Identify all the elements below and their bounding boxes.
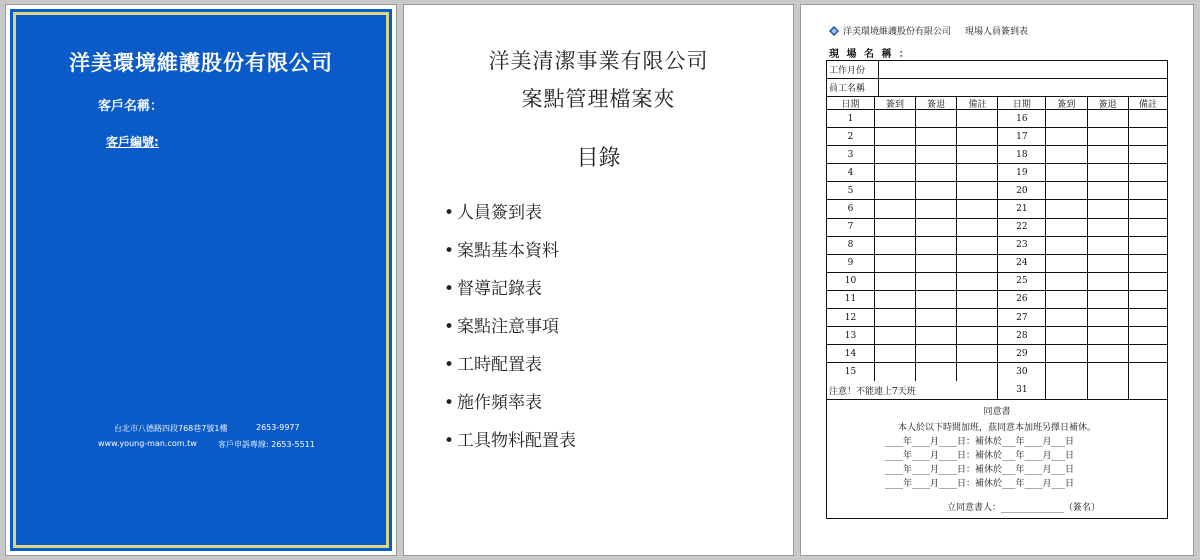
day-cell: 31: [998, 381, 1046, 399]
cover-address: 台北市八德路四段768巷7號1樓: [114, 424, 228, 433]
day-cell: 1: [827, 110, 875, 127]
day-cell: 11: [827, 291, 875, 308]
staff-name-row: [827, 79, 1167, 97]
toc-item: • 人員簽到表: [444, 201, 576, 239]
company-logo-icon: [829, 26, 839, 36]
signout-cell[interactable]: [1088, 219, 1129, 236]
day-cell: 5: [827, 182, 875, 199]
day-cell: 30: [998, 363, 1046, 381]
day-cell: 9: [827, 255, 875, 272]
signin-cell[interactable]: [875, 309, 916, 326]
signout-cell[interactable]: [1088, 182, 1129, 199]
index-company: 洋美清潔事業有限公司: [488, 49, 709, 73]
signout-cell[interactable]: [916, 146, 957, 163]
signin-cell[interactable]: [1046, 273, 1087, 290]
remark-cell[interactable]: [1129, 273, 1167, 290]
day-cell: 13: [827, 327, 875, 344]
signin-cell[interactable]: [1046, 255, 1087, 272]
day-row: [827, 164, 1167, 182]
remark-cell[interactable]: [957, 363, 998, 381]
consent-body: 本人於以下時間加班，茲同意本加班另擇日補休。: [897, 423, 1096, 434]
day-cell: 10: [827, 273, 875, 290]
signout-cell[interactable]: [916, 363, 957, 381]
day-row: [827, 255, 1167, 273]
signout-cell[interactable]: [1088, 291, 1129, 308]
remark-cell[interactable]: [957, 110, 998, 127]
toc-list: [444, 201, 576, 467]
remark-cell[interactable]: [1129, 291, 1167, 308]
consent-title: 同意書: [983, 407, 1011, 418]
attendance-table: [826, 60, 1168, 519]
signin-cell[interactable]: [875, 146, 916, 163]
staff-name-label: 員工名稱: [827, 79, 879, 96]
signin-cell[interactable]: [1046, 363, 1087, 381]
signout-cell[interactable]: [916, 291, 957, 308]
signout-cell[interactable]: [916, 110, 957, 127]
remark-cell[interactable]: [1129, 255, 1167, 272]
cover-frame: [13, 12, 389, 548]
index-subtitle: 案點管理檔案夾: [521, 87, 676, 111]
signout-cell[interactable]: [1088, 110, 1129, 127]
col-header-signout: 簽退: [916, 97, 957, 109]
signin-cell[interactable]: [875, 291, 916, 308]
signout-cell[interactable]: [916, 273, 957, 290]
day-cell: 26: [998, 291, 1046, 308]
signin-cell[interactable]: [1046, 327, 1087, 344]
consent-line: ____年____月____日：補休於___年____月___日: [885, 437, 1075, 448]
day-cell: 28: [998, 327, 1046, 344]
consent-line: ____年____月____日：補休於___年____月___日: [885, 479, 1075, 490]
signin-cell[interactable]: [1046, 381, 1087, 399]
signin-cell[interactable]: [1046, 237, 1087, 254]
col-header-remark: 備註: [1138, 99, 1157, 109]
signin-cell[interactable]: [875, 110, 916, 127]
col-header-signin: 簽到: [875, 97, 916, 109]
day-cell: 6: [827, 200, 875, 217]
remark-cell[interactable]: [957, 182, 998, 199]
signout-cell[interactable]: [1088, 309, 1129, 326]
attendance-sheet-page: [800, 4, 1194, 556]
day-cell: 3: [827, 146, 875, 163]
remark-cell[interactable]: [1129, 164, 1167, 181]
day-cell: 23: [998, 237, 1046, 254]
signin-cell[interactable]: [875, 363, 916, 381]
cover-complaint-line: 客戶申訴專線: 2653-5511: [218, 440, 315, 449]
remark-cell[interactable]: [1129, 363, 1167, 381]
signin-cell[interactable]: [1046, 128, 1087, 145]
day-row: [827, 291, 1167, 309]
toc-item: • 督導記錄表: [444, 277, 576, 315]
day-cell: 14: [827, 345, 875, 362]
remark-cell[interactable]: [1129, 182, 1167, 199]
day-cell: 12: [827, 309, 875, 326]
cover-phone: 2653-9977: [256, 423, 300, 432]
day-row: [827, 200, 1167, 218]
day-row: [827, 146, 1167, 164]
signin-cell[interactable]: [875, 164, 916, 181]
day-row: [827, 327, 1167, 345]
signout-cell[interactable]: [1088, 327, 1129, 344]
remark-cell[interactable]: [957, 255, 998, 272]
signin-cell[interactable]: [875, 273, 916, 290]
day-cell: 19: [998, 164, 1046, 181]
day-cell: 15: [827, 363, 875, 381]
day-cell: 7: [827, 219, 875, 236]
day-cell: 18: [998, 146, 1046, 163]
sheet-form-title: 現場人員簽到表: [965, 27, 1029, 37]
signout-cell[interactable]: [916, 345, 957, 362]
signin-cell[interactable]: [875, 327, 916, 344]
day-row: [827, 110, 1167, 128]
day-row: [827, 345, 1167, 363]
remark-cell[interactable]: [1129, 219, 1167, 236]
day-cell: 22: [998, 219, 1046, 236]
signout-cell[interactable]: [916, 255, 957, 272]
signin-cell[interactable]: [875, 128, 916, 145]
remark-cell[interactable]: [957, 327, 998, 344]
day-row: [827, 273, 1167, 291]
day-cell: 2: [827, 128, 875, 145]
col-header-date: 日期: [827, 97, 875, 109]
signout-cell[interactable]: [1088, 146, 1129, 163]
consent-signature: 立同意書人：______________（簽名）: [947, 503, 1101, 514]
cover-page: [5, 4, 397, 556]
toc-item: • 工時配置表: [444, 353, 576, 391]
signout-cell[interactable]: [1088, 237, 1129, 254]
cover-website: www.young-man.com.tw: [98, 439, 197, 448]
remark-cell[interactable]: [1129, 345, 1167, 362]
signin-cell[interactable]: [1046, 182, 1087, 199]
signin-cell[interactable]: [875, 219, 916, 236]
toc-item: • 施作頻率表: [444, 391, 576, 429]
remark-cell[interactable]: [1129, 110, 1167, 127]
consent-line: ____年____月____日：補休於___年____月___日: [885, 451, 1075, 462]
col-header-date: 日期: [998, 97, 1046, 109]
day-row: [827, 128, 1167, 146]
signout-cell[interactable]: [1088, 255, 1129, 272]
toc-item: • 工具物料配置表: [444, 429, 576, 467]
signout-cell[interactable]: [1088, 363, 1129, 381]
day-row: [827, 237, 1167, 255]
remark-cell[interactable]: [957, 200, 998, 217]
day-cell: 20: [998, 182, 1046, 199]
signin-cell[interactable]: [875, 237, 916, 254]
client-number-label: 客戶編號:: [106, 135, 159, 149]
day-cell: 24: [998, 255, 1046, 272]
day-cell: 25: [998, 273, 1046, 290]
signout-cell[interactable]: [916, 200, 957, 217]
signout-cell[interactable]: [1088, 381, 1129, 399]
note-row: [827, 381, 1167, 400]
staff-name-field[interactable]: [879, 79, 1167, 96]
signout-cell[interactable]: [916, 327, 957, 344]
day-cell: 16: [998, 110, 1046, 127]
remark-cell[interactable]: [1129, 146, 1167, 163]
remark-cell[interactable]: [957, 273, 998, 290]
work-month-row: [827, 61, 1167, 79]
remark-cell[interactable]: [1129, 327, 1167, 344]
remark-cell[interactable]: [957, 291, 998, 308]
col-header-remark: 備註: [957, 97, 998, 109]
day-cell: 8: [827, 237, 875, 254]
toc-item: • 案點注意事項: [444, 315, 576, 353]
remark-cell[interactable]: [957, 164, 998, 181]
index-page: [403, 4, 794, 556]
remark-cell[interactable]: [1129, 200, 1167, 217]
signout-cell[interactable]: [916, 219, 957, 236]
day-cell: 29: [998, 345, 1046, 362]
remark-cell[interactable]: [1129, 237, 1167, 254]
signin-cell[interactable]: [875, 255, 916, 272]
signin-cell[interactable]: [1046, 291, 1087, 308]
sheet-header: [829, 24, 1028, 37]
remark-cell[interactable]: [957, 237, 998, 254]
signout-cell[interactable]: [1088, 345, 1129, 362]
signout-cell[interactable]: [916, 164, 957, 181]
signout-cell[interactable]: [916, 237, 957, 254]
day-row: [827, 309, 1167, 327]
col-header-signout: 簽退: [1088, 97, 1129, 109]
signin-cell[interactable]: [1046, 164, 1087, 181]
signin-cell[interactable]: [1046, 110, 1087, 127]
work-month-label: 工作月份: [827, 61, 879, 78]
day-row: [827, 182, 1167, 200]
client-name-label: 客戶名稱：: [98, 99, 164, 114]
remark-cell[interactable]: [1129, 309, 1167, 326]
day-row: [827, 219, 1167, 237]
signin-cell[interactable]: [1046, 146, 1087, 163]
signout-cell[interactable]: [916, 309, 957, 326]
signin-cell[interactable]: [1046, 309, 1087, 326]
signin-cell[interactable]: [875, 182, 916, 199]
work-month-field[interactable]: [879, 61, 1167, 78]
signin-cell[interactable]: [875, 345, 916, 362]
day-cell: 27: [998, 309, 1046, 326]
signout-cell[interactable]: [1088, 164, 1129, 181]
signin-cell[interactable]: [1046, 200, 1087, 217]
day-cell: 17: [998, 128, 1046, 145]
signin-cell[interactable]: [875, 200, 916, 217]
signin-cell[interactable]: [1046, 345, 1087, 362]
cover-title: 洋美環境維護股份有限公司: [69, 51, 333, 75]
signin-cell[interactable]: [1046, 219, 1087, 236]
signout-cell[interactable]: [916, 128, 957, 145]
signout-cell[interactable]: [916, 182, 957, 199]
remark-cell[interactable]: [957, 345, 998, 362]
remark-cell[interactable]: [1129, 128, 1167, 145]
toc-title: 目錄: [576, 146, 621, 171]
day-cell: 21: [998, 200, 1046, 217]
site-name-label: 現 場 名 稱 ：: [829, 49, 911, 60]
toc-item: • 案點基本資料: [444, 239, 576, 277]
remark-cell[interactable]: [1129, 381, 1167, 399]
remark-cell[interactable]: [957, 309, 998, 326]
consent-section: [827, 400, 1167, 518]
signout-cell[interactable]: [1088, 128, 1129, 145]
remark-cell[interactable]: [957, 219, 998, 236]
col-header-signin: 簽到: [1046, 97, 1087, 109]
remark-cell[interactable]: [957, 128, 998, 145]
note-text: 注意！不能連上7天班: [827, 381, 998, 399]
remark-cell[interactable]: [957, 146, 998, 163]
signout-cell[interactable]: [1088, 200, 1129, 217]
column-header-row: [827, 97, 1167, 110]
day-cell: 4: [827, 164, 875, 181]
day-row: [827, 363, 1167, 381]
sheet-company: 洋美環境維護股份有限公司: [843, 27, 952, 37]
signout-cell[interactable]: [1088, 273, 1129, 290]
consent-line: ____年____月____日：補休於___年____月___日: [885, 465, 1075, 476]
